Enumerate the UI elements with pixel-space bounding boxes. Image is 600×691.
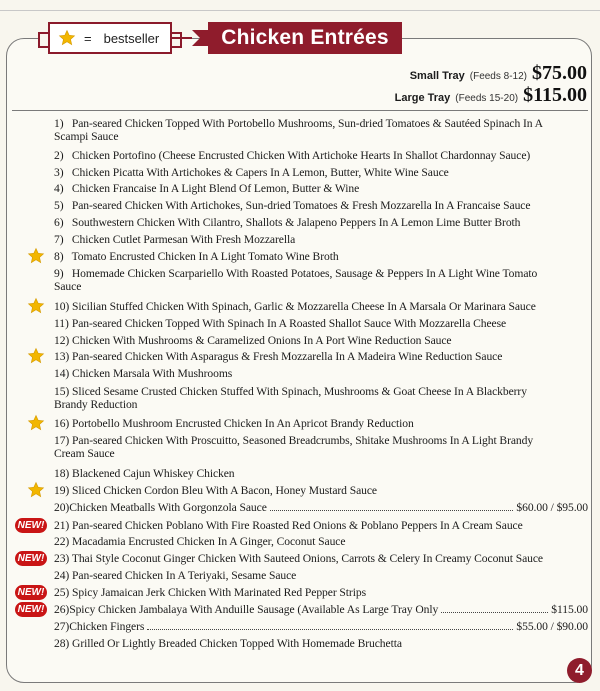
menu-item	[54, 484, 562, 497]
dot-leader	[270, 498, 514, 511]
large-tray-price	[395, 84, 587, 107]
menu-item	[54, 149, 562, 162]
page-number: 4	[567, 658, 592, 683]
menu-item-text: Grilled Or Lightly Breaded Chicken Topped With Homemade Bruchetta	[72, 637, 402, 650]
menu-item	[54, 417, 562, 430]
menu-item	[54, 199, 562, 212]
menu-item	[54, 501, 588, 514]
large-tray-amount: $115.00	[523, 84, 587, 106]
menu-item-text: Pan-seared Chicken Topped With Portobello Mushrooms, Sun-dried Tomatoes & Sautéed Spinach In A Scampi Sauce	[54, 117, 543, 143]
menu-item-text: Homemade Chicken Scarpariello With Roasted Potatoes, Sausage & Peppers In A Light Wine Tomato Sauce	[54, 267, 538, 293]
menu-item	[54, 552, 562, 565]
menu-item-number: 11)	[54, 317, 69, 330]
menu-item	[54, 367, 562, 380]
menu-item	[54, 300, 562, 313]
menu-item	[54, 216, 562, 229]
menu-item-text: Pan-seared Chicken In A Teriyaki, Sesame Sauce	[72, 569, 297, 582]
menu-item-number: 19)	[54, 484, 70, 497]
legend-equals: =	[84, 30, 92, 46]
top-divider	[0, 10, 600, 11]
menu-item-text: Pan-seared Chicken With Asparagus & Fresh Mozzarella In A Madeira Wine Reduction Sauce	[72, 350, 503, 363]
menu-item-text: Sliced Sesame Crusted Chicken Stuffed With Spinach, Mushrooms & Goat Cheese In A Blackberry Brandy Reduction	[54, 385, 527, 411]
menu-item	[54, 233, 562, 246]
menu-item-text: Chicken Picatta With Artichokes & Capers In A Lemon, Butter, White Wine Sauce	[71, 166, 449, 179]
menu-item-number: 15)	[54, 385, 70, 398]
menu-item-text: Chicken Fingers	[69, 620, 145, 633]
menu-item-number: 24)	[54, 569, 70, 582]
menu-item-text: Southwestern Chicken With Cilantro, Shallots & Jalapeno Peppers In A Lemon Lime Butter Broth	[71, 216, 521, 229]
bestseller-star-icon	[27, 297, 45, 315]
menu-item-text: Pan-seared Chicken Poblano With Fire Roasted Red Onions & Poblano Peppers In A Cream Sauce	[72, 519, 523, 532]
menu-item	[54, 467, 562, 480]
menu-item-number: 22)	[54, 535, 70, 548]
legend-label: bestseller	[103, 30, 160, 46]
dot-leader	[147, 617, 513, 630]
header-rule	[12, 110, 588, 111]
menu-item	[54, 166, 562, 179]
menu-item	[54, 385, 562, 411]
new-badge: NEW!	[15, 585, 47, 600]
menu-item	[54, 620, 588, 633]
menu-item-text: Chicken Cutlet Parmesan With Fresh Mozzarella	[71, 233, 296, 246]
menu-item-number: 2)	[54, 149, 64, 162]
menu-item	[54, 603, 588, 616]
new-badge: NEW!	[15, 602, 47, 617]
menu-item-number: 28)	[54, 637, 70, 650]
menu-item-number: 16)	[54, 417, 70, 430]
menu-item-number: 18)	[54, 467, 70, 480]
menu-item-text: Chicken Francaise In A Light Blend Of Lemon, Butter & Wine	[71, 182, 360, 195]
menu-item-number: 7)	[54, 233, 64, 246]
menu-item	[54, 586, 562, 599]
menu-item-number: 26)	[54, 603, 70, 616]
menu-item-text: Pan-seared Chicken With Artichokes, Sun-dried Tomatoes & Fresh Mozzarella In A Francaise Sauce	[71, 199, 531, 212]
menu-item	[54, 182, 562, 195]
new-badge: NEW!	[15, 518, 47, 533]
bestseller-star-icon	[27, 481, 45, 499]
menu-item	[54, 117, 562, 143]
menu-item-number: 14)	[54, 367, 70, 380]
menu-item-number: 13)	[54, 350, 70, 363]
menu-item-text: Spicy Chicken Jambalaya With Anduille Sausage (Available As Large Tray Only	[69, 603, 439, 616]
bestseller-star-icon	[27, 347, 45, 365]
menu-item-number: 1)	[54, 117, 64, 130]
menu-item	[54, 334, 562, 347]
menu-item-number: 21)	[54, 519, 70, 532]
small-tray-feeds: (Feeds 8-12)	[469, 71, 527, 82]
menu-item	[54, 250, 562, 263]
menu-item	[54, 519, 562, 532]
menu-item	[54, 317, 562, 330]
bestseller-star-icon	[27, 247, 45, 265]
bestseller-star-icon	[27, 414, 45, 432]
menu-item-price: $115.00	[551, 603, 588, 616]
menu-item-text: Macadamia Encrusted Chicken In A Ginger, Coconut Sauce	[72, 535, 346, 548]
large-tray-label: Large Tray	[394, 92, 451, 104]
menu-item-text: Chicken Portofino (Cheese Encrusted Chicken With Artichoke Hearts In Shallot Chardonnay Sauce)	[71, 149, 531, 162]
menu-item-number: 25)	[54, 586, 70, 599]
menu-item-text: Pan-seared Chicken With Proscuitto, Seasoned Breadcrumbs, Shitake Mushrooms In A Light Brandy Cream Sauce	[54, 434, 534, 460]
menu-item	[54, 350, 562, 363]
menu-item-text: Blackened Cajun Whiskey Chicken	[72, 467, 235, 480]
menu-item-number: 5)	[54, 199, 64, 212]
menu-item-number: 6)	[54, 216, 64, 229]
large-tray-feeds: (Feeds 15-20)	[455, 93, 519, 104]
new-badge: NEW!	[15, 551, 47, 566]
menu-item-text: Chicken Marsala With Mushrooms	[72, 367, 233, 380]
menu-item-number: 4)	[54, 182, 64, 195]
menu-item-text: Thai Style Coconut Ginger Chicken With Sauteed Onions, Carrots & Celery In Creamy Coconut Sauce	[71, 552, 543, 565]
menu-item	[54, 535, 562, 548]
bestseller-legend	[48, 22, 172, 54]
menu-item-price: $60.00 / $95.00	[516, 501, 588, 514]
menu-item-text: Portobello Mushroom Encrusted Chicken In An Apricot Brandy Reduction	[72, 417, 414, 430]
menu-item-text: Sicilian Stuffed Chicken With Spinach, Garlic & Mozzarella Cheese In A Marsala Or Marinara Sauce	[72, 300, 536, 313]
small-tray-label: Small Tray	[409, 70, 465, 82]
menu-item	[54, 569, 562, 582]
menu-item-number: 20)	[54, 501, 70, 514]
menu-item-text: Sliced Chicken Cordon Bleu With A Bacon, Honey Mustard Sauce	[72, 484, 377, 497]
menu-item	[54, 434, 562, 460]
menu-item-number: 17)	[54, 434, 70, 447]
menu-item	[54, 267, 562, 293]
menu-item-number: 3)	[54, 166, 64, 179]
menu-item-number: 9)	[54, 267, 64, 280]
menu-item-price: $55.00 / $90.00	[516, 620, 588, 633]
menu-item-text: Tomato Encrusted Chicken In A Light Tomato Wine Broth	[71, 250, 339, 263]
menu-item-text: Pan-seared Chicken Topped With Spinach In A Roasted Shallot Sauce With Mozzarella Cheese	[71, 317, 507, 330]
small-tray-price	[410, 62, 587, 85]
menu-item-number: 8)	[54, 250, 64, 263]
menu-item-number: 27)	[54, 620, 70, 633]
menu-item-number: 10)	[54, 300, 70, 313]
small-tray-amount: $75.00	[532, 62, 587, 84]
dot-leader	[441, 600, 548, 613]
star-icon	[58, 29, 76, 47]
menu-item-text: Spicy Jamaican Jerk Chicken With Marinated Red Pepper Strips	[72, 586, 367, 599]
section-title: Chicken Entrées	[208, 22, 402, 54]
menu-item-text: Chicken Meatballs With Gorgonzola Sauce	[69, 501, 267, 514]
menu-item-number: 23)	[54, 552, 70, 565]
header-connector	[172, 37, 192, 39]
menu-item	[54, 637, 562, 650]
menu-item-text: Chicken With Mushrooms & Caramelized Onions In A Port Wine Reduction Sauce	[72, 334, 452, 347]
menu-item-number: 12)	[54, 334, 70, 347]
